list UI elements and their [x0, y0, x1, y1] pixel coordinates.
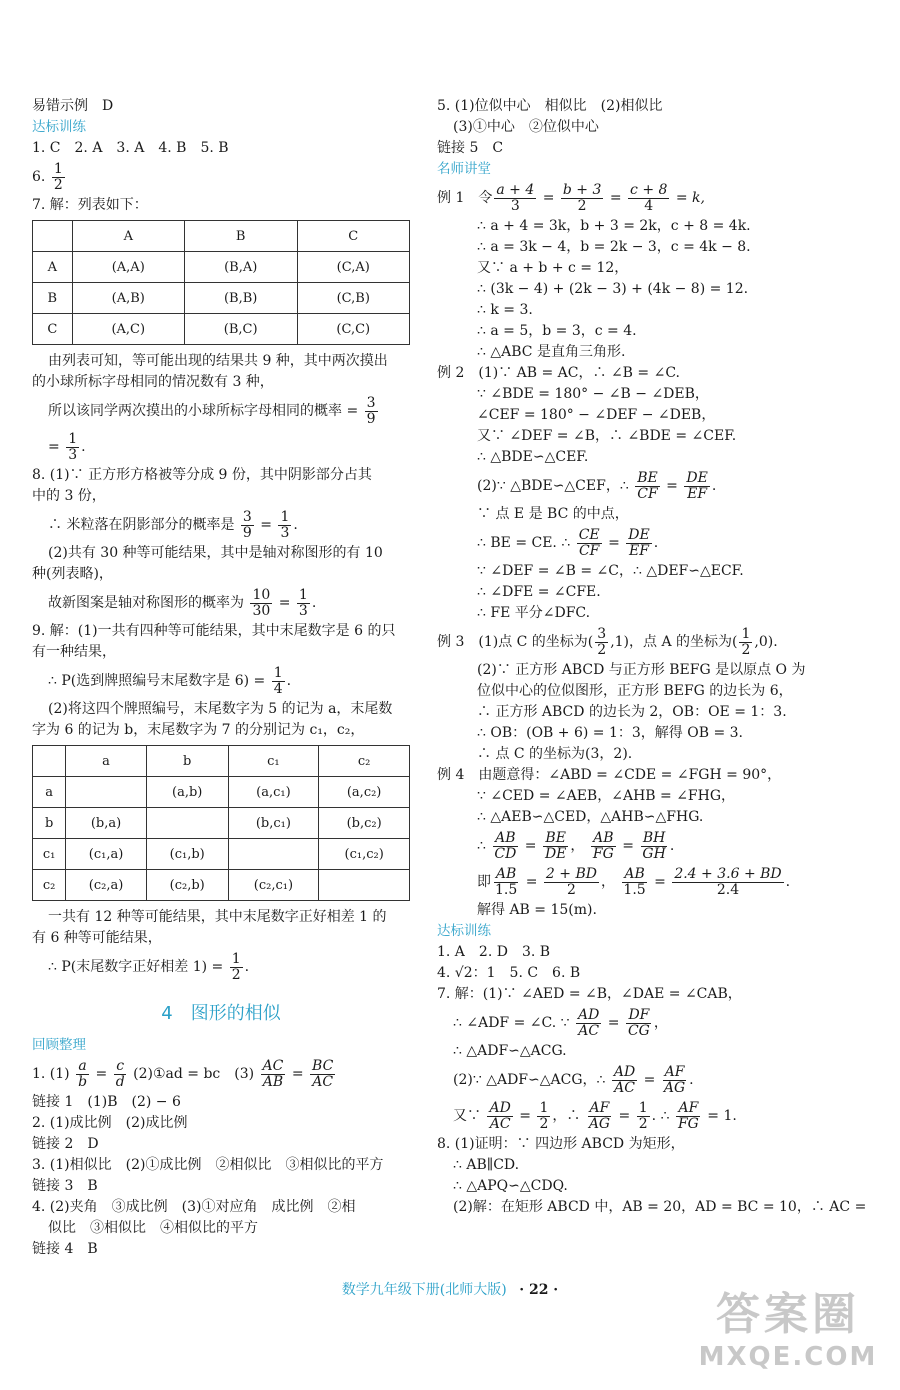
- r-q7-line-3: ∴ △ADF∽△ACG.: [453, 1043, 567, 1059]
- example-1-line-1: 例 1 令 $\frac{a + 4}{3}$ = $\frac{b + 3}{2}$ = $\frac{c + 8}{4}$ = k,: [437, 181, 705, 214]
- table-row: [33, 777, 410, 808]
- table-header-cell: c₁: [228, 746, 319, 777]
- table-cell: (B,A): [184, 252, 297, 283]
- table-cell: (a,b): [146, 777, 228, 808]
- table-header-cell: C: [297, 221, 410, 252]
- r-q7-line-2: ∴ ∠ADF = ∠C. ∵ $\frac{AD}{AC}$ = $\frac{DF}{CG}$ ，: [453, 1006, 668, 1039]
- error-example: 易错示例 D: [32, 98, 114, 114]
- q8-text-1: 8. (1)∵ 正方形方格被等分成 9 份，其中阴影部分占其: [32, 467, 372, 483]
- q8-text-4: (2)共有 30 种等可能结果，其中是轴对称图形的有 10: [48, 545, 383, 561]
- table-cell: [228, 839, 319, 870]
- example-1-line-3: ∴ a = 3k − 4，b = 2k − 3，c = 4k − 8.: [477, 239, 751, 255]
- example-1-line-8: ∴ △ABC 是直角三角形.: [477, 344, 626, 360]
- q8-text-5: 种(列表略)，: [32, 566, 113, 582]
- example-2-line-1: 例 2 (1)∵ AB = AC，∴ ∠B = ∠C.: [437, 365, 680, 381]
- page-number: · 22 ·: [519, 1282, 559, 1298]
- q8-text-2: 中的 3 份，: [32, 488, 106, 504]
- q7-text-2: 的小球所标字母相同的情况数有 3 种，: [32, 374, 274, 390]
- example-1-line-4: 又∵ a + b + c = 12，: [477, 260, 629, 276]
- r-q8-line-3: ∴ △APQ∽△CDQ.: [453, 1178, 568, 1194]
- table-header-cell: B: [184, 221, 297, 252]
- table-header-row: [33, 221, 410, 252]
- table-cell: (C,B): [297, 283, 410, 314]
- review-4a: 4. (2)夹角 ③成比例 (3)①对应角 成比例 ②相: [32, 1199, 356, 1215]
- table-cell: [66, 777, 147, 808]
- example-2-line-10: ∴ ∠DFE = ∠CFE.: [477, 584, 601, 600]
- example-4-line-1: 例 4 由题意得：∠ABD = ∠CDE = ∠FGH = 90°，: [437, 767, 782, 783]
- chapter-title: 4 图形的相似: [161, 1003, 281, 1024]
- answers-1-5: 1. C 2. A 3. A 4. B 5. B: [32, 140, 229, 156]
- q9-text-6: 一共有 12 种等可能结果，其中末尾数字正好相差 1 的: [48, 909, 387, 925]
- example-3-line-2: (2)∵ 正方形 ABCD 与正方形 BEFG 是以原点 O 为: [477, 662, 806, 678]
- r-q7-line-5: 又∵ $\frac{AD}{AC}$ = $\frac{1}{2}$ ，∴ $\frac{AF}{AG}$ = $\frac{1}{2}$ . ∴ $\frac{AF}{FG}$ = 1.: [453, 1099, 737, 1132]
- section-mingshi: 名师讲堂: [437, 161, 491, 177]
- table-cell: B: [33, 283, 73, 314]
- r-q8-line-1: 8. (1)证明：∵ 四边形 ABCD 为矩形，: [437, 1136, 685, 1152]
- review-5: 5. (1)位似中心 相似比 (2)相似比: [437, 98, 663, 114]
- example-2-line-11: ∴ FE 平分∠DFC.: [477, 605, 591, 621]
- table-cell: (C,C): [297, 314, 410, 345]
- q9-text-4: (2)将这四个牌照编号，末尾数字为 5 的记为 a，末尾数: [48, 701, 393, 717]
- example-3-line-6: ∴ 点 C 的坐标为(3，2).: [477, 746, 633, 762]
- table-cell: (a,c₁): [228, 777, 319, 808]
- example-2-line-7: ∵ 点 E 是 BC 的中点，: [477, 506, 629, 522]
- example-4-line-3: ∴ △AEB∽△CED，△AHB∽△FHG.: [477, 809, 704, 825]
- r-q7-line-1: 7. 解：(1)∵ ∠AED = ∠B，∠DAE = ∠CAB，: [437, 986, 742, 1002]
- table-header-cell: a: [66, 746, 147, 777]
- link-5: 链接 5 C: [437, 140, 504, 156]
- table-q7: [32, 220, 410, 345]
- table-row: [33, 808, 410, 839]
- table-cell: (A,C): [72, 314, 184, 345]
- table-cell: a: [33, 777, 66, 808]
- table-cell: c₁: [33, 839, 66, 870]
- section-dabiao-1: 达标训练: [32, 119, 86, 135]
- review-2: 2. (1)成比例 (2)成比例: [32, 1115, 188, 1131]
- table-cell: (C,A): [297, 252, 410, 283]
- example-3-line-4: ∴ 正方形 ABCD 的边长为 2，OB：OE = 1：3.: [477, 704, 787, 720]
- r-q8-line-4: (2)解：在矩形 ABCD 中，AB = 20，AD = BC = 10，∴ AC =: [453, 1199, 867, 1215]
- right-column: [437, 96, 877, 1218]
- table-cell: (b,c₁): [228, 808, 319, 839]
- section-dabiao-2: 达标训练: [437, 923, 491, 939]
- table-cell: c₂: [33, 870, 66, 901]
- table-cell: (b,c₂): [319, 808, 410, 839]
- example-2-line-2: ∵ ∠BDE = 180° − ∠B − ∠DEB，: [477, 386, 709, 402]
- table-row: [33, 839, 410, 870]
- link-2: 链接 2 D: [32, 1136, 99, 1152]
- example-2-line-3: ∠CEF = 180° − ∠DEF − ∠DEB，: [477, 407, 716, 423]
- table-cell: (c₂,c₁): [228, 870, 319, 901]
- table-cell: (c₁,b): [146, 839, 228, 870]
- table-row: [33, 283, 410, 314]
- table-cell: (a,c₂): [319, 777, 410, 808]
- table-header-cell: c₂: [319, 746, 410, 777]
- table-cell: A: [33, 252, 73, 283]
- table-cell: (c₂,a): [66, 870, 147, 901]
- q7-text-3: 所以该同学两次摸出的小球所标字母相同的概率 = $\frac{3}{9}$: [48, 394, 376, 427]
- table-cell: (A,B): [72, 283, 184, 314]
- example-3-line-3: 位似中心的位似图形，正方形 BEFG 的边长为 6，: [477, 683, 793, 699]
- left-column: [32, 96, 410, 1260]
- table-header-cell: b: [146, 746, 228, 777]
- example-2-line-6: (2)∵ △BDE∽△CEF，∴ $\frac{BE}{CF}$ = $\frac{DE}{EF}$ .: [477, 469, 717, 502]
- example-4-line-6: 解得 AB = 15(m).: [477, 902, 597, 918]
- answer-6: 6. $\frac{1}{2}$: [32, 160, 63, 193]
- link-1: 链接 1 (1)B (2) − 6: [32, 1094, 181, 1110]
- q8-text-6: 故新图案是轴对称图形的概率为 $\frac{10}{30}$ = $\frac{1}{3}$ .: [48, 586, 317, 619]
- table-cell: [319, 870, 410, 901]
- q7-text-4: = $\frac{1}{3}$ .: [48, 430, 86, 463]
- example-4-line-2: ∵ ∠CED = ∠AEB，∠AHB = ∠FHG，: [477, 788, 736, 804]
- watermark-line-1: 答案圈: [716, 1289, 860, 1340]
- table-row: [33, 252, 410, 283]
- q7-text-1: 由列表可知，等可能出现的结果共 9 种，其中两次摸出: [48, 353, 388, 369]
- q9-text-3: ∴ P(选到牌照编号末尾数字是 6) = $\frac{1}{4}$ .: [48, 664, 292, 697]
- table-header-cell: A: [72, 221, 184, 252]
- review-3: 3. (1)相似比 (2)①成比例 ②相似比 ③相似比的平方: [32, 1157, 384, 1173]
- watermark-logo: [688, 1278, 888, 1372]
- review-4b: 似比 ③相似比 ④相似比的平方: [48, 1220, 258, 1236]
- q9-text-7: 有 6 种等可能结果，: [32, 930, 162, 946]
- table-row: [33, 870, 410, 901]
- table-cell: [146, 808, 228, 839]
- table-cell: (B,B): [184, 283, 297, 314]
- link-3: 链接 3 B: [32, 1178, 98, 1194]
- q9-text-8: ∴ P(末尾数字正好相差 1) = $\frac{1}{2}$ .: [48, 950, 250, 983]
- example-2-line-8: ∴ BE = CE. ∴ $\frac{CE}{CF}$ = $\frac{DE}{EF}$ .: [477, 526, 659, 559]
- table-cell: (A,A): [72, 252, 184, 283]
- section-huigu: 回顾整理: [32, 1037, 86, 1053]
- q9-text-2: 有一种结果，: [32, 644, 116, 660]
- table-header-cell: [33, 746, 66, 777]
- table-cell: (c₁,c₂): [319, 839, 410, 870]
- example-2-line-4: 又∵ ∠DEF = ∠B，∴ ∠BDE = ∠CEF.: [477, 428, 737, 444]
- q7-intro: 7. 解：列表如下：: [32, 197, 148, 213]
- example-4-line-4: ∴ $\frac{AB}{CD}$ = $\frac{BE}{DE}$ ， $\frac{AB}{FG}$ = $\frac{BH}{GH}$ .: [477, 829, 675, 862]
- table-cell: (c₁,a): [66, 839, 147, 870]
- book-title: 数学九年级下册(北师大版): [341, 1282, 507, 1298]
- review-5b: (3)①中心 ②位似中心: [453, 119, 599, 135]
- q8-text-3: ∴ 米粒落在阴影部分的概率是 $\frac{3}{9}$ = $\frac{1}{3}$ .: [48, 508, 298, 541]
- example-3-line-1: 例 3 (1)点 C 的坐标为( $\frac{3}{2}$ ,1)，点 A 的坐标为( $\frac{1}{2}$ ,0).: [437, 625, 778, 658]
- q9-text-5: 字为 6 的记为 b，末尾数字为 7 的分别记为 c₁，c₂，: [32, 722, 365, 738]
- table-cell: (c₂,b): [146, 870, 228, 901]
- table-header-row: [33, 746, 410, 777]
- example-1-line-5: ∴ (3k − 4) + (2k − 3) + (4k − 8) = 12.: [477, 281, 749, 297]
- example-1-line-2: ∴ a + 4 = 3k，b + 3 = 2k，c + 8 = 4k.: [477, 218, 751, 234]
- r-q8-line-2: ∴ AB∥CD.: [453, 1157, 520, 1173]
- link-4: 链接 4 B: [32, 1241, 98, 1257]
- table-cell: (B,C): [184, 314, 297, 345]
- example-4-line-5: 即 $\frac{AB}{1.5}$ = $\frac{2 + BD}{2}$ ， $\frac{AB}{1.5}$ = $\frac{2.4 + 3.6 + BD}{2.4}$ .: [477, 865, 791, 898]
- table-cell: b: [33, 808, 66, 839]
- watermark-line-2: MXQE.COM: [698, 1342, 878, 1372]
- example-2-line-9: ∵ ∠DEF = ∠B = ∠C，∴ △DEF∽△ECF.: [477, 563, 744, 579]
- r-q7-line-4: (2)∵ △ADF∽△ACG，∴ $\frac{AD}{AC}$ = $\frac{AF}{AG}$ .: [453, 1063, 694, 1096]
- review-1: 1. (1) $\frac{a}{b}$ = $\frac{c}{d}$ (2)①ad = bc (3) $\frac{AC}{AB}$ = $\frac{BC}{AC}$: [32, 1057, 334, 1090]
- example-3-line-5: ∴ OB：(OB + 6) = 1：3，解得 OB = 3.: [477, 725, 743, 741]
- table-cell: C: [33, 314, 73, 345]
- table-q9: [32, 745, 410, 901]
- example-1-line-7: ∴ a = 5，b = 3，c = 4.: [477, 323, 637, 339]
- table-row: [33, 314, 410, 345]
- answers-r-1: 1. A 2. D 3. B: [437, 944, 551, 960]
- q9-text-1: 9. 解：(1)一共有四种等可能结果，其中末尾数字是 6 的只: [32, 623, 396, 639]
- answers-r-2: 4. √2：1 5. C 6. B: [437, 965, 581, 981]
- example-2-line-5: ∴ △BDE∽△CEF.: [477, 449, 589, 465]
- example-1-line-6: ∴ k = 3.: [477, 302, 533, 318]
- table-header-cell: [33, 221, 73, 252]
- table-cell: (b,a): [66, 808, 147, 839]
